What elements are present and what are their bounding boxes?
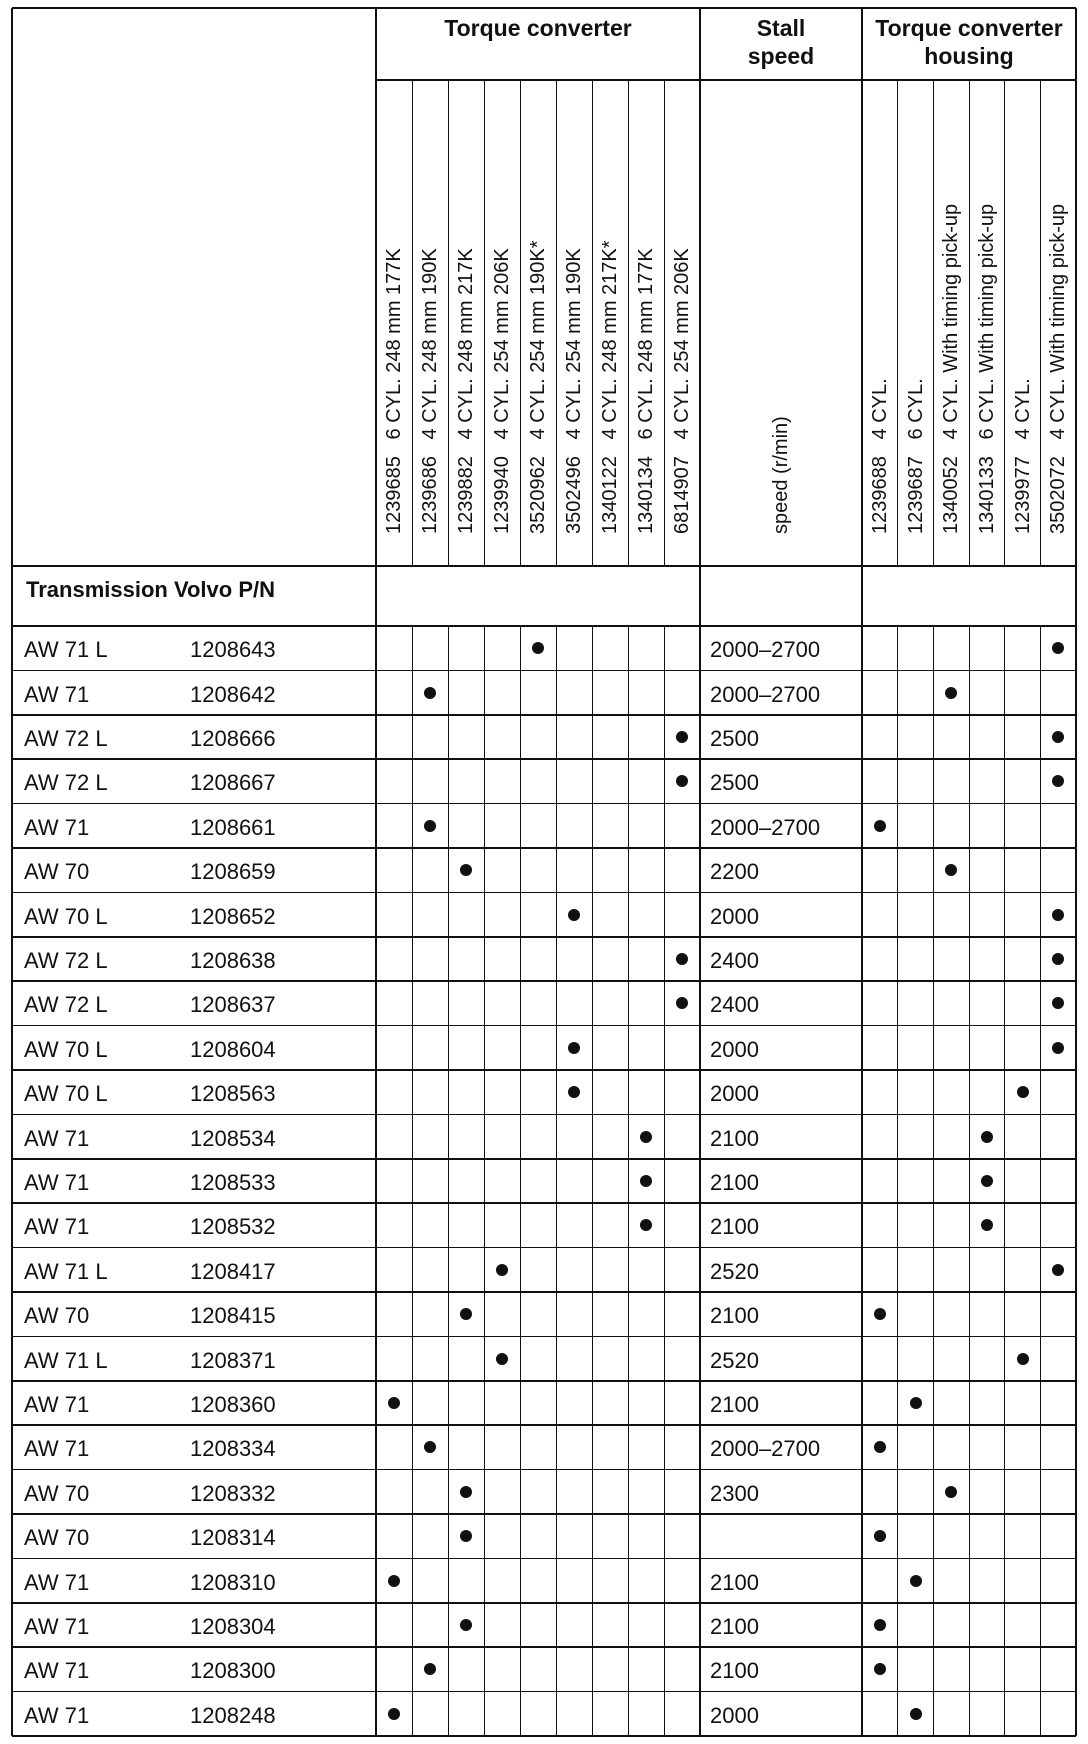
- transmission-model: AW 71: [24, 1702, 90, 1728]
- stall-divider: [699, 8, 701, 1736]
- housing-col-label: 1340052 4 CYL. With timing pick-up: [940, 203, 963, 534]
- transmission-model: AW 71: [24, 1125, 90, 1151]
- housing-col-divider: [1040, 626, 1041, 1736]
- converter-fit-marker: [424, 1663, 436, 1675]
- volvo-part-number: 1208666: [190, 726, 276, 751]
- converter-fit-marker: [460, 1486, 472, 1498]
- volvo-part-number: 1208534: [190, 1125, 276, 1151]
- transmission-model: AW 71 L: [24, 1347, 108, 1373]
- housing-col-divider: [969, 626, 970, 1736]
- transmission-model: AW 71: [24, 1436, 90, 1462]
- row-rule: [12, 847, 1076, 849]
- stall-speed-value: 2100: [710, 1214, 759, 1240]
- converter-col-label: 1340134 6 CYL. 248 mm 177K: [635, 248, 657, 534]
- row-rule: [12, 714, 1076, 716]
- housing-fit-marker: [1052, 775, 1064, 787]
- converter-col-divider: [448, 80, 449, 566]
- stall-speed-value: 2000: [710, 1702, 759, 1728]
- volvo-part-number: 1208643: [190, 637, 276, 663]
- transmission-model: AW 71: [24, 1658, 90, 1684]
- stall-speed-value: 2500: [710, 770, 759, 796]
- converter-col-divider: [484, 626, 485, 1736]
- volvo-part-number: 1208604: [190, 1036, 276, 1062]
- stall-speed-value: 2100: [710, 1658, 759, 1684]
- housing-fit-marker: [874, 1663, 886, 1675]
- converter-col-label: 1239686 4 CYL. 248 mm 190K: [419, 248, 441, 534]
- housing-col-label: 1239977 4 CYL.: [1011, 378, 1034, 534]
- volvo-part-number: 1208652: [190, 903, 276, 929]
- transmission-model: AW 70: [24, 1303, 90, 1329]
- housing-col-divider: [897, 626, 898, 1736]
- converter-fit-marker: [676, 731, 688, 743]
- row-rule: [12, 1646, 1076, 1648]
- row-rule: [12, 1469, 1076, 1471]
- converter-fit-marker: [424, 1441, 436, 1453]
- converter-col-divider: [628, 626, 629, 1736]
- converter-fit-marker: [460, 1619, 472, 1631]
- converter-fit-marker: [568, 1086, 580, 1098]
- row-rule: [12, 1247, 1076, 1249]
- transmission-model: AW 71 L: [24, 1258, 108, 1284]
- stall-speed-value: 2100: [710, 1569, 759, 1595]
- stall-speed-value: 2000: [710, 903, 759, 929]
- converter-fit-marker: [388, 1397, 400, 1409]
- transmission-model: AW 70 L: [24, 903, 108, 929]
- stall-speed-value: 2000: [710, 1036, 759, 1062]
- row-rule: [12, 758, 1076, 760]
- stall-speed-value: 2100: [710, 1125, 759, 1151]
- row-rule: [12, 980, 1076, 982]
- stall-speed-value: 2520: [710, 1258, 759, 1284]
- converter-col-label: 1239685 6 CYL. 248 mm 177K: [383, 248, 405, 534]
- transmission-model: AW 70: [24, 859, 90, 885]
- converter-fit-marker: [460, 1308, 472, 1320]
- converter-col-divider: [520, 626, 521, 1736]
- converter-col-divider: [592, 80, 593, 566]
- transmission-model: AW 71: [24, 1392, 90, 1417]
- volvo-part-number: 1208637: [190, 992, 276, 1018]
- volvo-part-number: 1208638: [190, 948, 276, 973]
- housing-heading: Torque converter housing: [875, 15, 1063, 69]
- volvo-part-number: 1208332: [190, 1480, 276, 1506]
- converter-fit-marker: [532, 642, 544, 654]
- converter-col-divider: [556, 80, 557, 566]
- transmission-model: AW 72 L: [24, 992, 108, 1018]
- housing-fit-marker: [1052, 953, 1064, 965]
- housing-fit-marker: [874, 1530, 886, 1542]
- stall-speed-value: 2100: [710, 1303, 759, 1329]
- stall-speed-value: 2400: [710, 948, 759, 973]
- housing-fit-marker: [945, 687, 957, 699]
- transmission-label: Transmission Volvo P/N: [26, 577, 275, 602]
- housing-col-label: 1239688 4 CYL.: [868, 378, 891, 534]
- table-border-right: [1075, 8, 1077, 1736]
- housing-fit-marker: [1052, 642, 1064, 654]
- converter-col-divider: [664, 80, 665, 566]
- housing-fit-marker: [1052, 997, 1064, 1009]
- converter-col-label: 1239882 4 CYL. 248 mm 217K: [455, 248, 477, 534]
- transmission-model: AW 71 L: [24, 637, 108, 663]
- housing-fit-marker: [981, 1131, 993, 1143]
- transmission-model: AW 70: [24, 1480, 90, 1506]
- housing-col-divider: [897, 80, 898, 566]
- housing-fit-marker: [910, 1397, 922, 1409]
- stall-speed-value: 2100: [710, 1614, 759, 1639]
- row-rule: [12, 1558, 1076, 1560]
- volvo-part-number: 1208371: [190, 1347, 276, 1373]
- volvo-part-number: 1208248: [190, 1702, 276, 1728]
- row-rule: [12, 670, 1076, 672]
- transmission-model: AW 71: [24, 1614, 90, 1639]
- housing-fit-marker: [945, 864, 957, 876]
- volvo-part-number: 1208667: [190, 770, 276, 796]
- row-rule: [12, 1691, 1076, 1693]
- transmission-model: AW 71: [24, 814, 90, 840]
- row-rule: [12, 892, 1076, 894]
- stall-speed-value: 2000–2700: [710, 681, 821, 707]
- converter-fit-marker: [496, 1264, 508, 1276]
- housing-col-label: 1340133 6 CYL. With timing pick-up: [975, 203, 998, 534]
- stall-speed-heading: Stall speed: [747, 15, 815, 69]
- volvo-part-number: 1208533: [190, 1170, 276, 1195]
- housing-fit-marker: [910, 1575, 922, 1587]
- converter-fit-marker: [388, 1575, 400, 1587]
- row-rule: [12, 1513, 1076, 1515]
- volvo-part-number: 1208360: [190, 1392, 276, 1417]
- transmission-model: AW 71: [24, 1214, 90, 1240]
- housing-col-divider: [1004, 80, 1005, 566]
- converter-col-divider: [520, 80, 521, 566]
- housing-col-divider: [969, 80, 970, 566]
- converter-fit-marker: [640, 1175, 652, 1187]
- volvo-part-number: 1208532: [190, 1214, 276, 1240]
- stall-speed-unit-label: speed (r/min): [770, 416, 792, 534]
- housing-fit-marker: [874, 1619, 886, 1631]
- housing-fit-marker: [874, 1308, 886, 1320]
- converter-group-divider: [375, 8, 377, 1736]
- volvo-part-number: 1208314: [190, 1525, 276, 1551]
- converter-col-divider: [448, 626, 449, 1736]
- volvo-part-number: 1208415: [190, 1303, 276, 1329]
- volvo-part-number: 1208334: [190, 1436, 276, 1462]
- stall-speed-value: 2000–2700: [710, 637, 821, 663]
- stall-speed-value: 2300: [710, 1480, 759, 1506]
- table-border-top: [12, 7, 1076, 9]
- stall-speed-value: 2100: [710, 1392, 759, 1417]
- housing-fit-marker: [1052, 731, 1064, 743]
- stall-speed-value: 2000: [710, 1081, 759, 1107]
- converter-fit-marker: [424, 687, 436, 699]
- stall-speed-value: 2100: [710, 1170, 759, 1195]
- housing-col-divider: [933, 80, 934, 566]
- housing-fit-marker: [981, 1219, 993, 1231]
- row-rule: [12, 936, 1076, 938]
- table-border-left: [11, 8, 13, 1736]
- converter-col-label: 6814907 4 CYL. 254 mm 206K: [671, 248, 693, 534]
- transmission-model: AW 72 L: [24, 948, 108, 973]
- transmission-model: AW 72 L: [24, 770, 108, 796]
- converter-fit-marker: [460, 1530, 472, 1542]
- converter-fit-marker: [676, 953, 688, 965]
- housing-col-divider: [1040, 80, 1041, 566]
- converter-fit-marker: [424, 820, 436, 832]
- housing-fit-marker: [874, 820, 886, 832]
- converter-col-divider: [412, 80, 413, 566]
- torque-converter-heading: Torque converter: [444, 15, 632, 41]
- volvo-part-number: 1208310: [190, 1569, 276, 1595]
- transmission-model: AW 70: [24, 1525, 90, 1551]
- converter-col-label: 1239940 4 CYL. 254 mm 206K: [491, 248, 513, 534]
- transmission-model: AW 71: [24, 1170, 90, 1195]
- housing-fit-marker: [1052, 1042, 1064, 1054]
- volvo-part-number: 1208563: [190, 1081, 276, 1107]
- transmission-row-rule: [12, 625, 1076, 627]
- row-rule: [12, 1202, 1076, 1204]
- converter-col-divider: [628, 80, 629, 566]
- transmission-model: AW 70 L: [24, 1036, 108, 1062]
- stall-speed-value: 2000–2700: [710, 814, 821, 840]
- converter-fit-marker: [640, 1219, 652, 1231]
- volvo-part-number: 1208304: [190, 1614, 276, 1639]
- converter-fit-marker: [460, 864, 472, 876]
- converter-col-label: 3502496 4 CYL. 254 mm 190K: [563, 248, 585, 534]
- converter-col-divider: [556, 626, 557, 1736]
- housing-fit-marker: [1052, 909, 1064, 921]
- converter-fit-marker: [676, 775, 688, 787]
- converter-col-divider: [664, 626, 665, 1736]
- stall-speed-value: 2520: [710, 1347, 759, 1373]
- volvo-part-number: 1208659: [190, 859, 276, 885]
- row-rule: [12, 803, 1076, 805]
- stall-speed-value: 2400: [710, 992, 759, 1018]
- group-header-rule: [376, 79, 1076, 81]
- row-rule: [12, 1424, 1076, 1426]
- converter-fit-marker: [496, 1353, 508, 1365]
- volvo-part-number: 1208417: [190, 1258, 276, 1284]
- housing-fit-marker: [1052, 1264, 1064, 1276]
- converter-col-label: 1340122 4 CYL. 248 mm 217K*: [599, 240, 621, 534]
- row-rule: [12, 1602, 1076, 1604]
- row-rule: [12, 1158, 1076, 1160]
- housing-col-label: 1239687 6 CYL.: [904, 378, 927, 534]
- housing-fit-marker: [874, 1441, 886, 1453]
- row-rule: [12, 1025, 1076, 1027]
- housing-fit-marker: [910, 1708, 922, 1720]
- converter-fit-marker: [640, 1131, 652, 1143]
- housing-fit-marker: [981, 1175, 993, 1187]
- transmission-model: AW 71: [24, 1569, 90, 1595]
- volvo-part-number: 1208300: [190, 1658, 276, 1684]
- volvo-part-number: 1208642: [190, 681, 276, 707]
- housing-fit-marker: [1017, 1353, 1029, 1365]
- converter-col-label: 3520962 4 CYL. 254 mm 190K*: [527, 240, 549, 534]
- converter-fit-marker: [388, 1708, 400, 1720]
- housing-fit-marker: [1017, 1086, 1029, 1098]
- housing-fit-marker: [945, 1486, 957, 1498]
- transmission-model: AW 71: [24, 681, 90, 707]
- stall-speed-value: 2200: [710, 859, 759, 885]
- table-border-bottom: [12, 1735, 1076, 1737]
- volvo-part-number: 1208661: [190, 814, 276, 840]
- row-rule: [12, 1069, 1076, 1071]
- converter-fit-marker: [676, 997, 688, 1009]
- housing-group-divider: [861, 8, 863, 1736]
- converter-col-divider: [484, 80, 485, 566]
- housing-col-label: 3502072 4 CYL. With timing pick-up: [1047, 203, 1070, 534]
- row-rule: [12, 1114, 1076, 1116]
- row-rule: [12, 1336, 1076, 1338]
- stall-speed-value: 2000–2700: [710, 1436, 821, 1462]
- transmission-model: AW 72 L: [24, 726, 108, 751]
- housing-col-divider: [933, 626, 934, 1736]
- stall-speed-value: 2500: [710, 726, 759, 751]
- converter-fit-marker: [568, 1042, 580, 1054]
- column-header-rule: [12, 565, 1076, 567]
- row-rule: [12, 1380, 1076, 1382]
- converter-fit-marker: [568, 909, 580, 921]
- housing-col-divider: [1004, 626, 1005, 1736]
- transmission-model: AW 70 L: [24, 1081, 108, 1107]
- row-rule: [12, 1291, 1076, 1293]
- converter-col-divider: [592, 626, 593, 1736]
- converter-col-divider: [412, 626, 413, 1736]
